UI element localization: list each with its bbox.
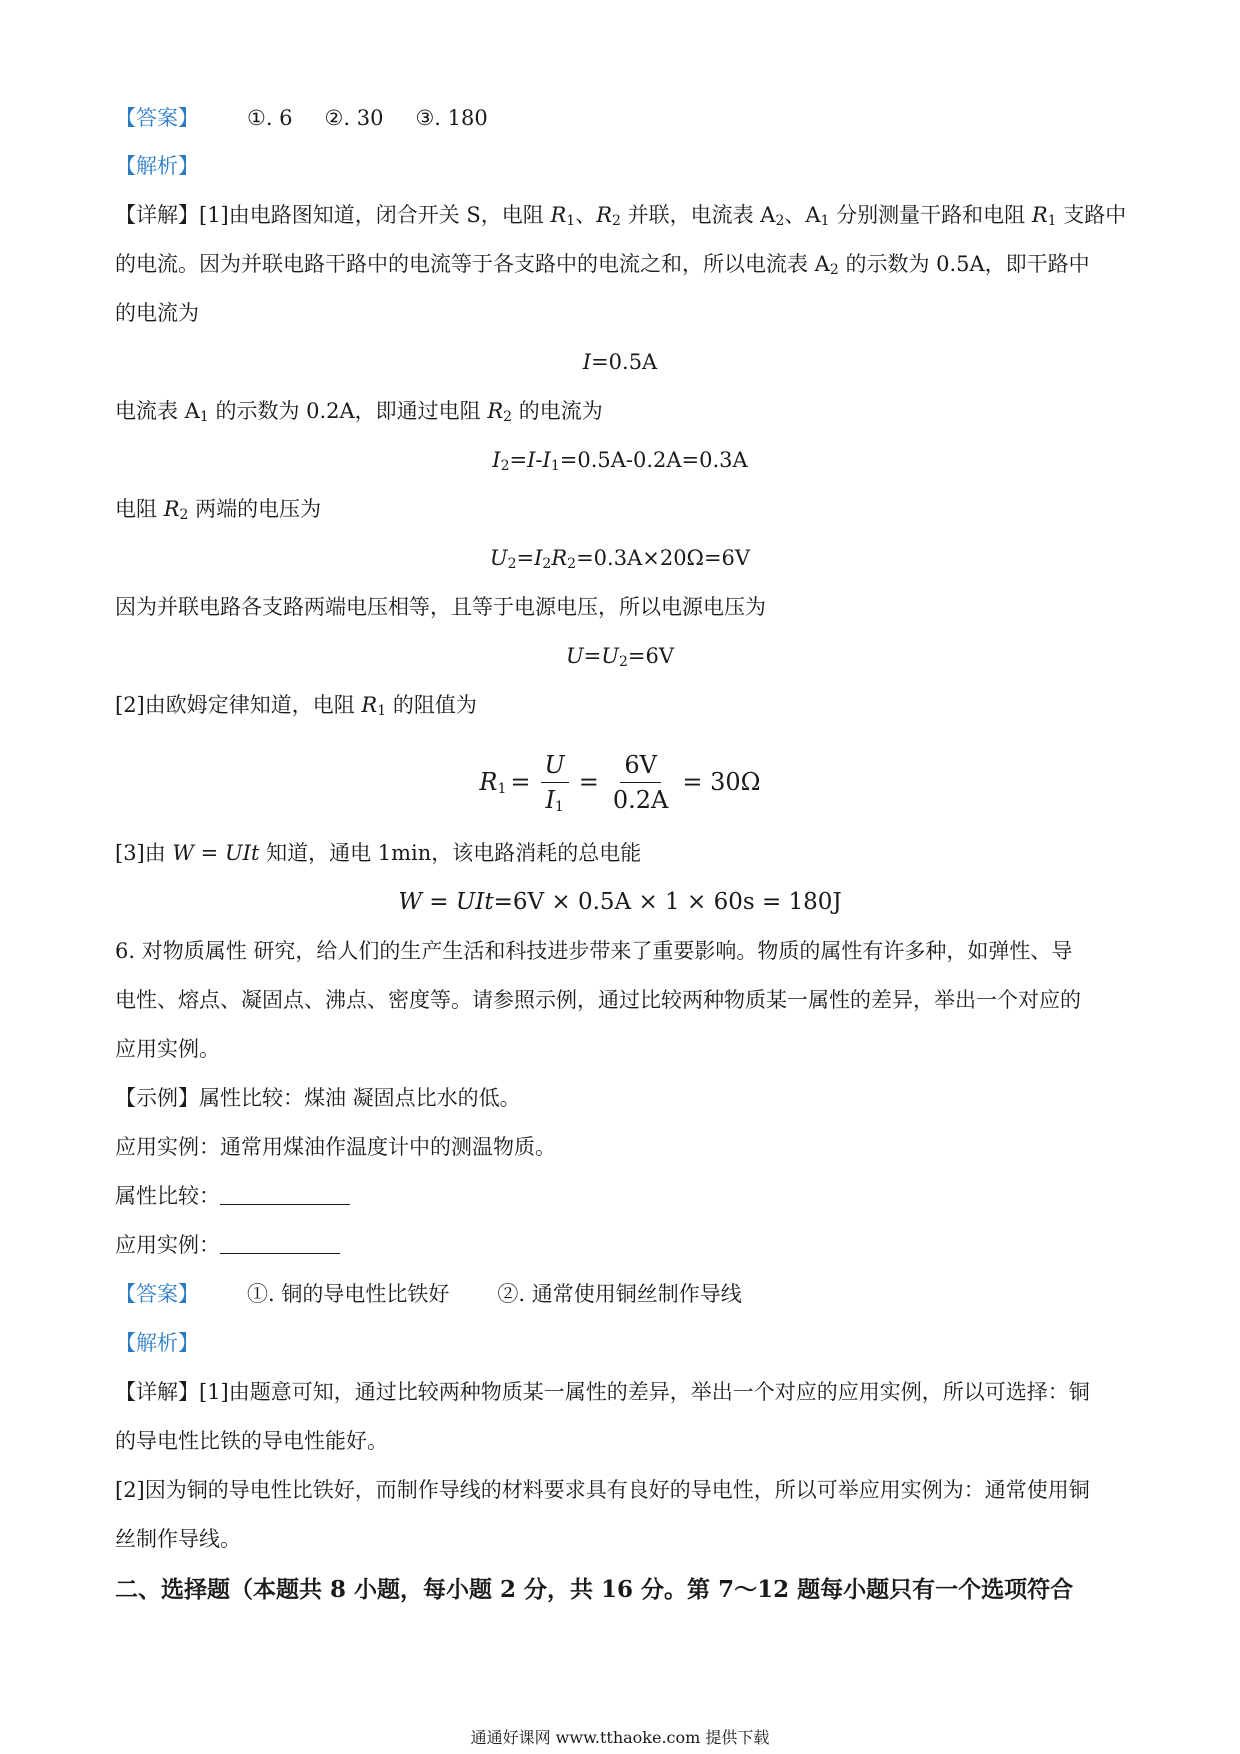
q5-analysis-tag xyxy=(115,151,199,181)
q5-detail-p5: 电阻 $R_2$ 两端的电压为 xyxy=(115,497,322,523)
answer-blank xyxy=(220,1182,350,1205)
fraction-denominator: 0.2A xyxy=(612,785,669,814)
text: 的阻值为 xyxy=(386,693,477,717)
text: =0.3A×20Ω=6V xyxy=(576,546,751,570)
q6-example-2 xyxy=(115,1132,556,1162)
equation-1: I=0.5A xyxy=(582,350,658,374)
text: 的电流为 xyxy=(115,301,199,325)
q6-detail-2 xyxy=(115,1426,388,1456)
footer-text: 通通好课网 www.tthaoke.com 提供下载 xyxy=(470,1728,770,1747)
q6-detail-1 xyxy=(115,1377,1090,1407)
text: 应用实例： xyxy=(115,1233,220,1257)
equation-2: $I_2=I-I_1=0.5A-0.2A=0.3A$ xyxy=(492,448,748,474)
fraction-numerator: U xyxy=(541,751,569,783)
answer-2: ②. 30 xyxy=(324,106,384,130)
text: 、 xyxy=(575,203,597,227)
text: [2]由欧姆定律知道，电阻 xyxy=(115,693,362,717)
text: [2]因为铜的导电性比铁好，而制作导线的材料要求具有良好的导电性，所以可举应用实例为：通常使用铜 xyxy=(115,1478,1090,1502)
answer-1: ①. 铜的导电性比铁好 xyxy=(247,1282,450,1306)
fraction-1: $\frac{U}{I_1}$ xyxy=(541,751,569,814)
text: = 30Ω xyxy=(682,768,761,796)
q6-question-p1 xyxy=(115,936,1072,966)
equation-5-fraction: $R_1$ = $\frac{U}{I_1}$ = $\frac{6V}{0.2A}$ = 30Ω xyxy=(479,750,761,815)
footer-watermark xyxy=(0,1725,1240,1748)
text: 知道，通电 1min，该电路消耗的总电能 xyxy=(259,841,642,865)
q5-detail-p6 xyxy=(115,592,766,622)
q6-answer-line xyxy=(115,1279,742,1309)
fraction-numerator: 6V xyxy=(620,751,661,783)
text: 的电流。因为并联电路干路中的电流等于各支路中的电流之和，所以电流表 A xyxy=(115,252,830,276)
text: 电性、熔点、凝固点、沸点、密度等。请参照示例，通过比较两种物质某一属性的差异，举出一个对应的 xyxy=(115,988,1081,1012)
q5-detail-p4: 电流表 $A_1$ 的示数为 0.2A，即通过电阻 $R_2$ 的电流为 xyxy=(115,399,603,425)
q6-analysis-tag xyxy=(115,1328,199,1358)
equation-4: $U=U_2=6V$ xyxy=(565,644,675,670)
answer-2: ②. 通常使用铜丝制作导线 xyxy=(497,1282,742,1306)
text: 的示数为 0.2A，即通过电阻 xyxy=(208,399,488,423)
answer-blank xyxy=(220,1231,340,1254)
q6-detail-3 xyxy=(115,1475,1090,1505)
q6-blank-1 xyxy=(115,1181,350,1211)
q6-example xyxy=(115,1083,521,1113)
text: 分别测量干路和电阻 xyxy=(829,203,1032,227)
text: 电阻 xyxy=(115,497,164,521)
q5-detail-p7: [2]由欧姆定律知道，电阻 $R_1$ 的阻值为 xyxy=(115,693,477,719)
formula: W = UIt xyxy=(172,841,260,865)
q5-detail-p3 xyxy=(115,298,199,328)
text: =6V × 0.5A × 1 × 60s = 180J xyxy=(493,889,842,915)
section-heading xyxy=(115,1575,1073,1605)
detail-tag: 【详解】 xyxy=(115,1380,199,1404)
text: 并联，电流表 A xyxy=(620,203,776,227)
text: =0.5A-0.2A=0.3A xyxy=(559,448,748,472)
formula: W = UIt xyxy=(398,889,494,915)
q6-detail-4 xyxy=(115,1524,241,1554)
text: 属性比较： xyxy=(115,1184,220,1208)
analysis-tag: 【解析】 xyxy=(115,154,199,178)
answer-tag: 【答案】 xyxy=(115,1282,199,1306)
text: 的导电性比铁的导电性能好。 xyxy=(115,1429,388,1453)
q6-question-p3 xyxy=(115,1034,220,1064)
text: 的示数为 0.5A，即干路中 xyxy=(838,252,1090,276)
q6-question-p2 xyxy=(115,985,1081,1015)
text: 两端的电压为 xyxy=(188,497,322,521)
q5-answer-line xyxy=(115,103,488,133)
text: 、A xyxy=(784,203,821,227)
analysis-tag: 【解析】 xyxy=(115,1331,199,1355)
q5-detail-p1: 【详解】[1]由电路图知道，闭合开关 S，电阻 $R_1$、$R_2$ 并联，电流表 $A_2$、$A_1$ 分别测量干路和电阻 $R_1$ 支路中 xyxy=(115,203,1127,229)
equation-3: $U_2=I_2R_2=0.3A\times 20\Omega=6V$ xyxy=(489,546,751,572)
answer-3: ③. 180 xyxy=(415,106,488,130)
q5-detail-p8 xyxy=(115,838,641,868)
text: 的电流为 xyxy=(512,399,603,423)
text: [1]由电路图知道，闭合开关 S，电阻 xyxy=(199,203,551,227)
text: 二、选择题（本题共 8 小题，每小题 2 分，共 16 分。第 7～12 题每小题只有一个选项符合 xyxy=(115,1576,1074,1603)
text: 丝制作导线。 xyxy=(115,1527,241,1551)
q5-detail-p2: 的电流。因为并联电路干路中的电流等于各支路中的电流之和，所以电流表 $A_2$ 的示数为 0.5A，即干路中 xyxy=(115,252,1090,278)
text: [1]由题意可知，通过比较两种物质某一属性的差异，举出一个对应的应用实例，所以可选择：铜 xyxy=(199,1380,1090,1404)
text: 应用实例：通常用煤油作温度计中的测温物质。 xyxy=(115,1135,556,1159)
text: 因为并联电路各支路两端电压相等，且等于电源电压，所以电源电压为 xyxy=(115,595,766,619)
text: 支路中 xyxy=(1056,203,1127,227)
detail-tag: 【详解】 xyxy=(115,203,199,227)
q6-blank-2 xyxy=(115,1230,340,1260)
example-tag: 【示例】 xyxy=(115,1086,199,1110)
answer-tag: 【答案】 xyxy=(115,106,199,130)
text: =6V xyxy=(627,644,675,668)
answer-1: ①. 6 xyxy=(247,106,293,130)
text: [3]由 xyxy=(115,841,173,865)
fraction-2 xyxy=(609,751,673,814)
text: 应用实例。 xyxy=(115,1037,220,1061)
text: 属性比较：煤油 凝固点比水的低。 xyxy=(199,1086,521,1110)
text: 6. 对物质属性 研究，给人们的生产生活和科技进步带来了重要影响。物质的属性有许多种，如弹性、导 xyxy=(115,939,1073,963)
text: 电流表 A xyxy=(115,399,200,423)
text: =0.5A xyxy=(591,350,658,374)
equation-6 xyxy=(0,887,1240,917)
